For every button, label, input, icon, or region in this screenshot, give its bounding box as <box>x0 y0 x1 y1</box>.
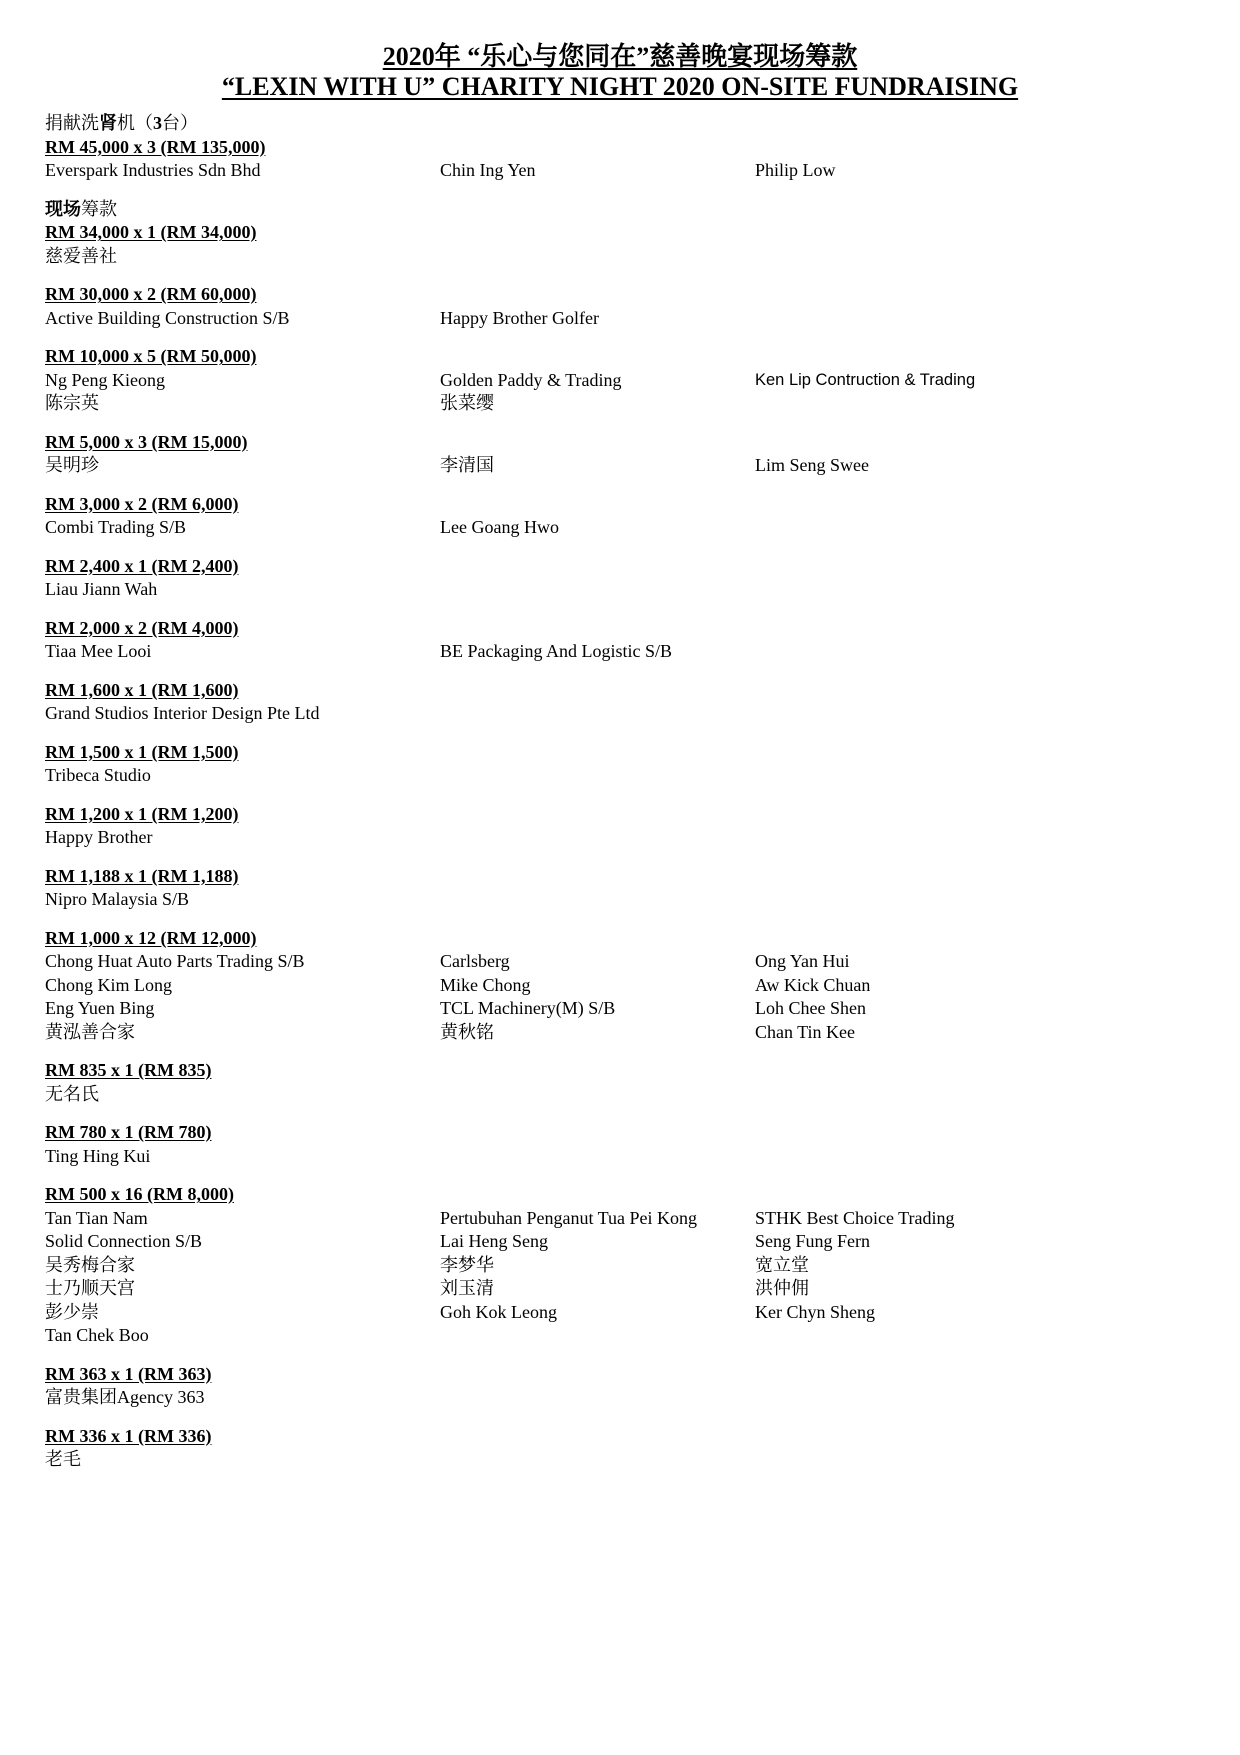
amount-header: RM 336 x 1 (RM 336) <box>45 1425 212 1446</box>
donor-name <box>755 1145 1195 1169</box>
fundraising-section <box>45 741 1195 788</box>
page-title-chinese: 2020年 “乐心与您同在”慈善晚宴现场筹款 <box>382 42 858 71</box>
fundraising-section <box>45 198 1195 269</box>
fundraising-section <box>45 555 1195 602</box>
donor-name: 洪仲佣 <box>755 1278 809 1298</box>
donor-name <box>755 307 1195 331</box>
category-text-segment: 台） <box>162 113 198 133</box>
amount-header: RM 1,600 x 1 (RM 1,600) <box>45 679 239 700</box>
donor-name: TCL Machinery(M) S/B <box>440 998 616 1018</box>
amount-header: RM 363 x 1 (RM 363) <box>45 1363 212 1384</box>
donor-name: 李梦华 <box>440 1254 494 1275</box>
donor-name: Tan Tian Nam <box>45 1207 148 1228</box>
donor-row <box>45 888 1195 912</box>
donor-name: 李清国 <box>440 455 494 475</box>
donor-name <box>440 764 755 788</box>
donor-name: Carlsberg <box>440 951 510 971</box>
donor-name: 宽立堂 <box>755 1254 809 1275</box>
donor-name: 陈宗英 <box>45 393 99 413</box>
donor-name <box>440 1448 755 1472</box>
page-title-english: “LEXIN WITH U” CHARITY NIGHT 2020 ON-SITE FUNDRAISING <box>221 72 1019 101</box>
donor-name: Happy Brother Golfer <box>440 307 599 328</box>
amount-header: RM 780 x 1 (RM 780) <box>45 1122 212 1142</box>
category-text-segment: 捐献洗 <box>45 113 99 133</box>
donor-name <box>440 1324 755 1348</box>
category-text-segment: 筹款 <box>81 198 117 219</box>
donor-row <box>45 159 1195 183</box>
donor-name: Nipro Malaysia S/B <box>45 889 189 909</box>
donor-name <box>755 826 1195 850</box>
donor-name: 老毛 <box>45 1449 81 1469</box>
donor-name: Combi Trading S/B <box>45 517 187 537</box>
amount-header: RM 10,000 x 5 (RM 50,000) <box>45 346 257 366</box>
donor-name: Ng Peng Kieong <box>45 369 165 390</box>
category-text-segment: 现场 <box>45 198 81 219</box>
donor-name: 吴明珍 <box>45 455 99 475</box>
donor-name <box>440 1083 755 1107</box>
amount-header: RM 1,200 x 1 (RM 1,200) <box>45 803 239 824</box>
amount-header: RM 2,000 x 2 (RM 4,000) <box>45 617 239 638</box>
donor-row <box>45 702 1195 726</box>
donor-row <box>45 974 1195 998</box>
category-text-segment: 3 <box>153 113 162 133</box>
donor-name: Everspark Industries Sdn Bhd <box>45 160 261 180</box>
donor-row <box>45 826 1195 850</box>
section-category-label <box>45 198 1195 222</box>
donor-name <box>440 578 755 602</box>
donor-name <box>755 1324 1195 1348</box>
donor-row <box>45 640 1195 664</box>
donor-name <box>755 764 1195 788</box>
donor-name: Ken Lip Contruction & Trading <box>755 370 976 389</box>
donor-name: 刘玉清 <box>440 1278 494 1298</box>
donor-name: Tiaa Mee Looi <box>45 641 152 661</box>
donor-name: 无名氏 <box>45 1083 99 1104</box>
donor-name: Philip Low <box>755 160 836 180</box>
donor-name: Ker Chyn Sheng <box>755 1301 875 1322</box>
donor-name: Eng Yuen Bing <box>45 998 155 1018</box>
donor-row <box>45 1083 1195 1107</box>
fundraising-section <box>45 1363 1195 1410</box>
fundraising-section <box>45 927 1195 1045</box>
donor-name <box>440 245 755 269</box>
donor-name: Lai Heng Seng <box>440 1231 548 1251</box>
donor-name <box>755 578 1195 602</box>
donor-row <box>45 997 1195 1021</box>
donor-name: BE Packaging And Logistic S/B <box>440 641 672 661</box>
fundraising-section <box>45 493 1195 540</box>
donor-name: Goh Kok Leong <box>440 1301 557 1322</box>
donor-row <box>45 1254 1195 1278</box>
category-text-segment: 肾 <box>99 113 117 133</box>
donor-name <box>755 702 1195 726</box>
donor-name: Chong Kim Long <box>45 974 173 995</box>
donor-row <box>45 578 1195 602</box>
donor-name: Loh Chee Shen <box>755 998 866 1018</box>
donor-row <box>45 516 1195 540</box>
fundraising-section <box>45 1425 1195 1472</box>
amount-header: RM 45,000 x 3 (RM 135,000) <box>45 136 266 157</box>
donor-row <box>45 764 1195 788</box>
amount-header: RM 5,000 x 3 (RM 15,000) <box>45 431 248 452</box>
fundraising-section <box>45 1121 1195 1168</box>
donor-name <box>755 392 1195 416</box>
donor-row <box>45 1448 1195 1472</box>
fundraising-section <box>45 283 1195 330</box>
fundraising-section <box>45 1059 1195 1106</box>
donor-name: Chong Huat Auto Parts Trading S/B <box>45 951 305 971</box>
donor-row <box>45 1021 1195 1045</box>
donor-name <box>440 1386 755 1410</box>
fundraising-section <box>45 617 1195 664</box>
donor-name: Chan Tin Kee <box>755 1021 856 1042</box>
amount-header: RM 2,400 x 1 (RM 2,400) <box>45 555 239 576</box>
donor-row <box>45 369 1195 393</box>
donor-name: Aw Kick Chuan <box>755 974 871 995</box>
donor-row <box>45 1145 1195 1169</box>
donor-name <box>440 888 755 912</box>
donor-name: Solid Connection S/B <box>45 1231 203 1251</box>
donor-name: Active Building Construction S/B <box>45 307 290 328</box>
amount-header: RM 835 x 1 (RM 835) <box>45 1060 212 1080</box>
donor-name: 士乃顺天宫 <box>45 1278 135 1298</box>
fundraising-section <box>45 345 1195 416</box>
donor-name: Golden Paddy & Trading <box>440 369 622 390</box>
donor-row <box>45 1386 1195 1410</box>
document-body <box>45 112 1195 1472</box>
donor-name: Pertubuhan Penganut Tua Pei Kong <box>440 1207 698 1228</box>
donor-row <box>45 307 1195 331</box>
donor-name: Lee Goang Hwo <box>440 517 559 537</box>
donor-name: 彭少崇 <box>45 1301 99 1322</box>
fundraising-section <box>45 803 1195 850</box>
donor-name: 富贵集团Agency 363 <box>45 1387 205 1407</box>
amount-header: RM 1,000 x 12 (RM 12,000) <box>45 927 257 948</box>
donor-name <box>755 640 1195 664</box>
amount-header: RM 30,000 x 2 (RM 60,000) <box>45 284 257 304</box>
donor-name: Lim Seng Swee <box>755 455 869 475</box>
donor-name: Tan Chek Boo <box>45 1325 149 1345</box>
donor-row <box>45 1277 1195 1301</box>
amount-header: RM 500 x 16 (RM 8,000) <box>45 1184 234 1204</box>
donor-name: 吴秀梅合家 <box>45 1254 135 1275</box>
donor-name: 慈爱善社 <box>45 245 117 266</box>
section-category-label <box>45 112 1195 136</box>
donor-name: 黄秋铭 <box>440 1021 494 1042</box>
fundraising-section <box>45 865 1195 912</box>
donor-row <box>45 1301 1195 1325</box>
amount-header: RM 3,000 x 2 (RM 6,000) <box>45 493 239 514</box>
donor-name: Seng Fung Fern <box>755 1231 871 1251</box>
donor-name: Happy Brother <box>45 827 153 847</box>
category-text-segment: 机（ <box>117 113 153 133</box>
fundraising-section <box>45 431 1195 478</box>
donor-name: STHK Best Choice Trading <box>755 1207 955 1228</box>
donor-row <box>45 1230 1195 1254</box>
donor-name: Grand Studios Interior Design Pte Ltd <box>45 703 320 723</box>
amount-header: RM 34,000 x 1 (RM 34,000) <box>45 222 257 242</box>
fundraising-section <box>45 679 1195 726</box>
amount-header: RM 1,500 x 1 (RM 1,500) <box>45 741 239 762</box>
donor-name <box>440 1145 755 1169</box>
donor-name: Chin Ing Yen <box>440 160 536 180</box>
donor-name: Mike Chong <box>440 974 531 995</box>
donor-name: Liau Jiann Wah <box>45 579 158 599</box>
donor-row <box>45 454 1195 478</box>
amount-header: RM 1,188 x 1 (RM 1,188) <box>45 865 239 886</box>
donor-name <box>440 826 755 850</box>
donor-name: 黄泓善合家 <box>45 1021 135 1042</box>
document-header <box>45 42 1195 102</box>
donor-name <box>755 516 1195 540</box>
donor-name <box>755 1386 1195 1410</box>
donor-name: Ting Hing Kui <box>45 1145 151 1166</box>
fundraising-section <box>45 1183 1195 1348</box>
donor-name: Ong Yan Hui <box>755 951 850 971</box>
donor-name <box>755 245 1195 269</box>
donor-row <box>45 1324 1195 1348</box>
donor-row <box>45 392 1195 416</box>
donor-row <box>45 950 1195 974</box>
donor-name <box>755 1448 1195 1472</box>
donor-row <box>45 1207 1195 1231</box>
donor-row <box>45 245 1195 269</box>
donor-name: Tribeca Studio <box>45 765 151 785</box>
donor-name <box>755 1083 1195 1107</box>
donor-name: 张菜缨 <box>440 393 494 413</box>
donor-name <box>755 888 1195 912</box>
fundraising-section <box>45 112 1195 183</box>
donor-name <box>440 702 755 726</box>
